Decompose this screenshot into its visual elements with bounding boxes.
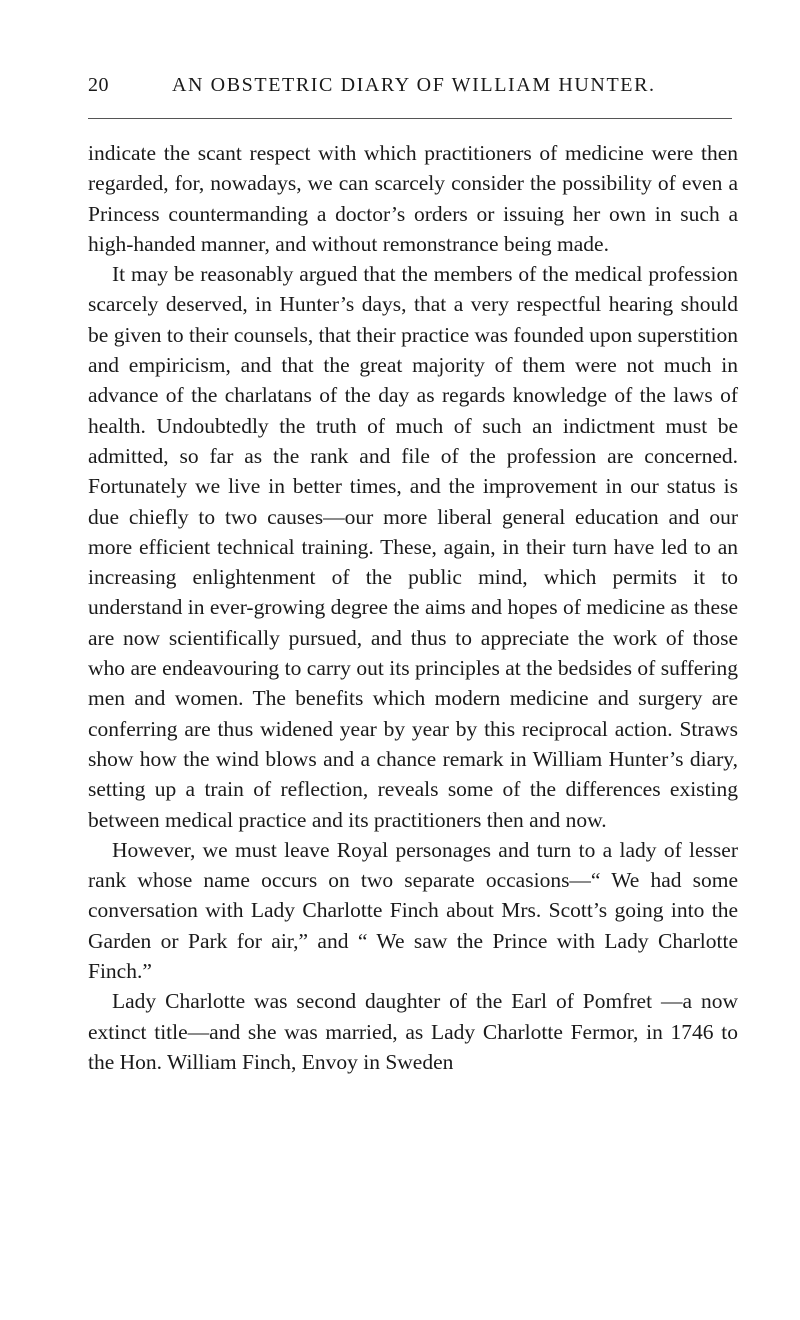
page-number: 20 bbox=[88, 74, 109, 96]
header-rule bbox=[88, 118, 732, 119]
paragraph-3: However, we must leave Royal personages and turn to a lady of lesser rank whose name occurs on two separate occasions—“ We had some conversation with Lady Charlotte Finch about Mrs. Scott’s going into the Garden or Park for air,” and “ We saw the Prince with Lady Charlotte Finch.” bbox=[88, 837, 738, 984]
running-title: AN OBSTETRIC DIARY OF WILLIAM HUNTER. bbox=[172, 74, 656, 96]
running-head bbox=[88, 74, 732, 104]
paragraph-4: Lady Charlotte was second daughter of the Earl of Pomfret —a now extinct title—and she was married, as Lady Charlotte Fermor, in 1746 to the Hon. William Finch, Envoy in Sweden bbox=[88, 989, 738, 1074]
body-text bbox=[88, 138, 738, 1077]
paragraph-1: indicate the scant respect with which practitioners of medicine were then regarded, for, nowadays, we can scarcely consider the possibility of even a Princess countermanding a doctor’s orders or issuing her own in such a high-handed manner, and without remonstrance being made. bbox=[88, 141, 738, 256]
paragraph-2: It may be reasonably argued that the members of the medical profession scarcely deserved, in Hunter’s days, that a very respectful hearing should be given to their counsels, that their practice was founded upon superstition and empiricism, and that the great majority of them were not much in advance of the charlatans of the day as regards knowledge of the laws of health. Undoubtedly the truth of much of such an indictment must be admitted, so far as the rank and file of the profession are concerned. Fortunately we live in better times, and the improvement in our status is due chiefly to two causes—our more liberal general education and our more efficient technical training. These, again, in their turn have led to an increasing enlightenment of the public mind, which permits it to understand in ever-growing degree the aims and hopes of medicine as these are now scientifically pursued, and thus to appreciate the work of those who are endeavouring to carry out its principles at the bedsides of suffering men and women. The benefits which modern medicine and surgery are conferring are thus widened year by year by this reciprocal action. Straws show how the wind blows and a chance remark in William Hunter’s diary, setting up a train of reflection, reveals some of the differences existing between medical practice and its practitioners then and now. bbox=[88, 262, 738, 832]
